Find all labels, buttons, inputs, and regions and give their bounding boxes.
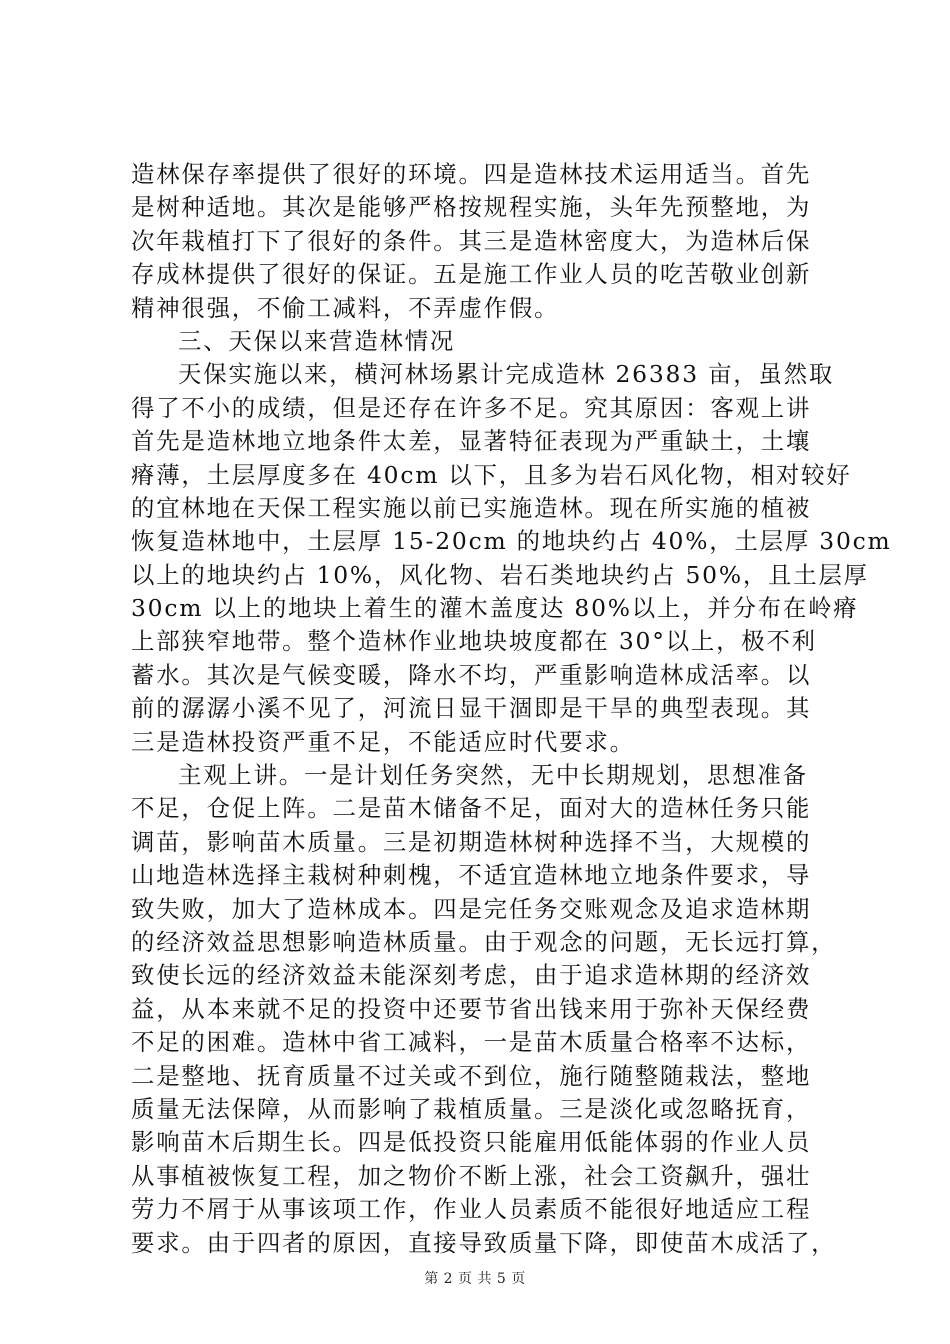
text-line: 三是造林投资严重不足，不能适应时代要求。	[131, 727, 635, 756]
text-line: 前的潺潺小溪不见了，河流日显干涸即是干旱的典型表现。其	[131, 694, 812, 723]
text-line: 精神很强，不偷工减料，不弄虚作假。	[131, 293, 560, 322]
text-line: 益，从本来就不足的投资中还要节省出钱来用于弥补天保经费	[131, 994, 812, 1023]
text-line: 不足的困难。造林中省工减料，一是苗木质量合格率不达标，	[131, 1028, 812, 1057]
text-line: 致失败，加大了造林成本。四是完任务交账观念及追求造林期	[131, 894, 812, 923]
text-line: 瘠薄，土层厚度多在 40cm 以下，且多为岩石风化物，相对较好	[131, 460, 852, 489]
text-line: 以上的地块约占 10%，风化物、岩石类地块约占 50%，且土层厚	[131, 560, 869, 589]
text-line: 的经济效益思想影响造林质量。由于观念的问题，无长远打算，	[131, 927, 837, 956]
text-line: 蓄水。其次是气候变暖，降水不均，严重影响造林成活率。以	[131, 660, 812, 689]
text-line: 从事植被恢复工程，加之物价不断上涨，社会工资飙升，强壮	[131, 1161, 812, 1190]
text-line: 30cm 以上的地块上着生的灌木盖度达 80%以上，并分布在岭瘠	[131, 594, 859, 623]
text-line: 二是整地、抚育质量不过关或不到位，施行随整随栽法，整地	[131, 1061, 812, 1090]
paragraph-first-line: 天保实施以来，横河林场累计完成造林 26383 亩，虽然取	[178, 360, 835, 389]
document-body	[131, 158, 892, 1260]
text-line: 恢复造林地中，土层厚 15-20cm 的地块约占 40%，土层厚 30cm	[131, 527, 892, 556]
text-line: 调苗，影响苗木质量。三是初期造林树种选择不当，大规模的	[131, 827, 812, 856]
text-line: 影响苗木后期生长。四是低投资只能雇用低能体弱的作业人员	[131, 1128, 812, 1157]
page-number-footer: 第 2 页 共 5 页	[424, 1271, 526, 1287]
text-line: 存成林提供了很好的保证。五是施工作业人员的吃苦敬业创新	[131, 260, 812, 289]
text-line: 要求。由于四者的原因，直接导致质量下降，即使苗木成活了，	[131, 1228, 837, 1257]
text-line: 的宜林地在天保工程实施以前已实施造林。现在所实施的植被	[131, 493, 812, 522]
text-line: 劳力不屑于从事该项工作，作业人员素质不能很好地适应工程	[131, 1195, 812, 1224]
text-line: 致使长远的经济效益未能深刻考虑，由于追求造林期的经济效	[131, 961, 812, 990]
text-line: 上部狭窄地带。整个造林作业地块坡度都在 30°以上，极不利	[131, 627, 817, 656]
text-line: 山地造林选择主栽树种刺槐，不适宜造林地立地条件要求，导	[131, 861, 812, 890]
paragraph-first-line: 主观上讲。一是计划任务突然，无中长期规划，思想准备	[178, 761, 808, 790]
text-line: 不足，仓促上阵。二是苗木储备不足，面对大的造林任务只能	[131, 794, 812, 823]
text-line: 得了不小的成绩，但是还存在许多不足。究其原因：客观上讲	[131, 393, 812, 422]
text-line: 质量无法保障，从而影响了栽植质量。三是淡化或忽略抚育，	[131, 1094, 812, 1123]
section-heading: 三、天保以来营造林情况	[178, 326, 456, 355]
text-line: 次年栽植打下了很好的条件。其三是造林密度大，为造林后保	[131, 226, 812, 255]
text-line: 造林保存率提供了很好的环境。四是造林技术运用适当。首先	[131, 160, 812, 188]
text-line: 是树种适地。其次是能够严格按规程实施，头年先预整地，为	[131, 193, 812, 222]
text-line: 首先是造林地立地条件太差，显著特征表现为严重缺土，土壤	[131, 427, 812, 456]
